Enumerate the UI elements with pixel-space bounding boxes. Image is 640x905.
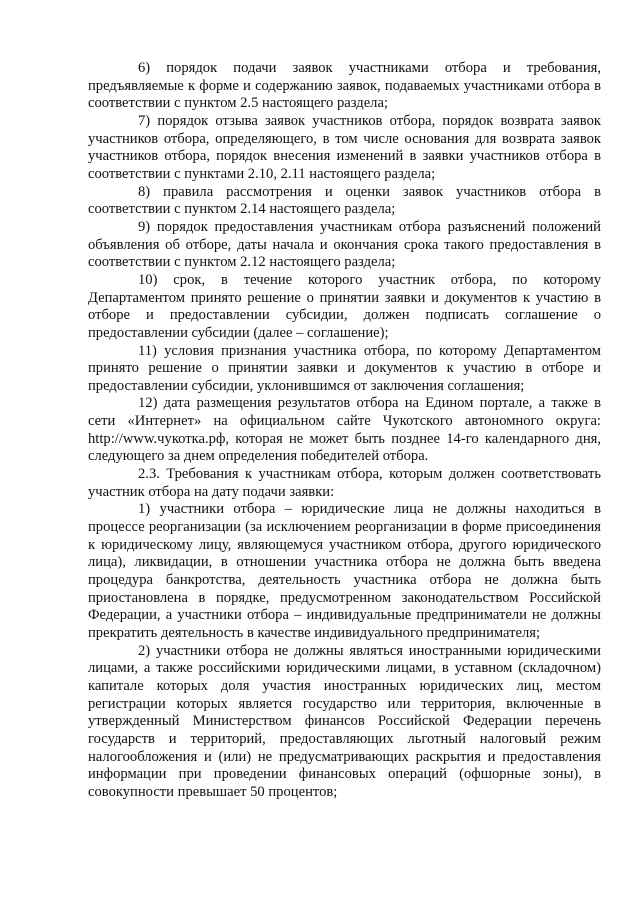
paragraph-item-10: 10) срок, в течение которого участник отбора, по которому Департаментом принято решение о принятии заявки и документов к участию в отборе и предоставлении субсидии, должен подписать соглашение о предоставлении субсидии (далее – соглашение); [88,271,601,341]
paragraph-item-8: 8) правила рассмотрения и оценки заявок участников отбора в соответствии с пунктом 2.14 настоящего раздела; [88,183,601,218]
requirement-item-1: 1) участники отбора – юридические лица не должны находиться в процессе реорганизации (за исключением реорганизации в форме присоединения к юридическому лицу, являющемуся участником отбора, другого юридического лица), ликвидации, в отношении участника отбора не должна быть введена процедура банкротства, деятельность участника отбора не должна быть приостановлена в порядке, предусмотренном законодательством Российской Федерации, а участники отбора – индивидуальные предприниматели не должны прекратить деятельность в качестве индивидуального предпринимателя; [88,501,601,641]
requirement-item-2: 2) участники отбора не должны являться иностранными юридическими лицами, а также российскими юридическими лицами, в уставном (складочном) капитале которых доля участия иностранных юридических лиц, местом регистрации которых является государство или территория, включенные в утвержденный Министерством финансов Российской Федерации перечень государств и территорий, предоставляющих льготный налоговый режим налогообложения и (или) не предусматривающих раскрытия и предоставления информации при проведении финансовых операций (офшорные зоны), в совокупности превышает 50 процентов; [88,642,601,800]
paragraph-item-12: 12) дата размещения результатов отбора на Едином портале, а также в сети «Интернет» на официальном сайте Чукотского автономного округа: http://www.чукотка.рф, которая не может быть позднее 14-го календарного дня, следующего за днем определения победителей отбора. [88,395,601,465]
document-page [88,60,601,802]
paragraph-item-11: 11) условия признания участника отбора, по которому Департаментом принято решение о принятии заявки и документов к участию в отборе и предоставлении субсидии, уклонившимся от заключения соглашения; [88,342,601,394]
paragraph-item-6: 6) порядок подачи заявок участниками отбора и требования, предъявляемые к форме и содержанию заявок, подаваемых участниками отбора в соответствии с пунктом 2.5 настоящего раздела; [88,60,601,112]
paragraph-item-7: 7) порядок отзыва заявок участников отбора, порядок возврата заявок участников отбора, определяющего, в том числе основания для возврата заявок участников отбора, порядок внесения изменений в заявки участников отбора в соответствии с пунктами 2.10, 2.11 настоящего раздела; [88,112,601,182]
paragraph-item-9: 9) порядок предоставления участникам отбора разъяснений положений объявления об отборе, даты начала и окончания срока такого предоставления в соответствии с пунктом 2.12 настоящего раздела; [88,218,601,271]
section-2-3-heading: 2.3. Требования к участникам отбора, которым должен соответствовать участник отбора на дату подачи заявки: [88,466,601,500]
